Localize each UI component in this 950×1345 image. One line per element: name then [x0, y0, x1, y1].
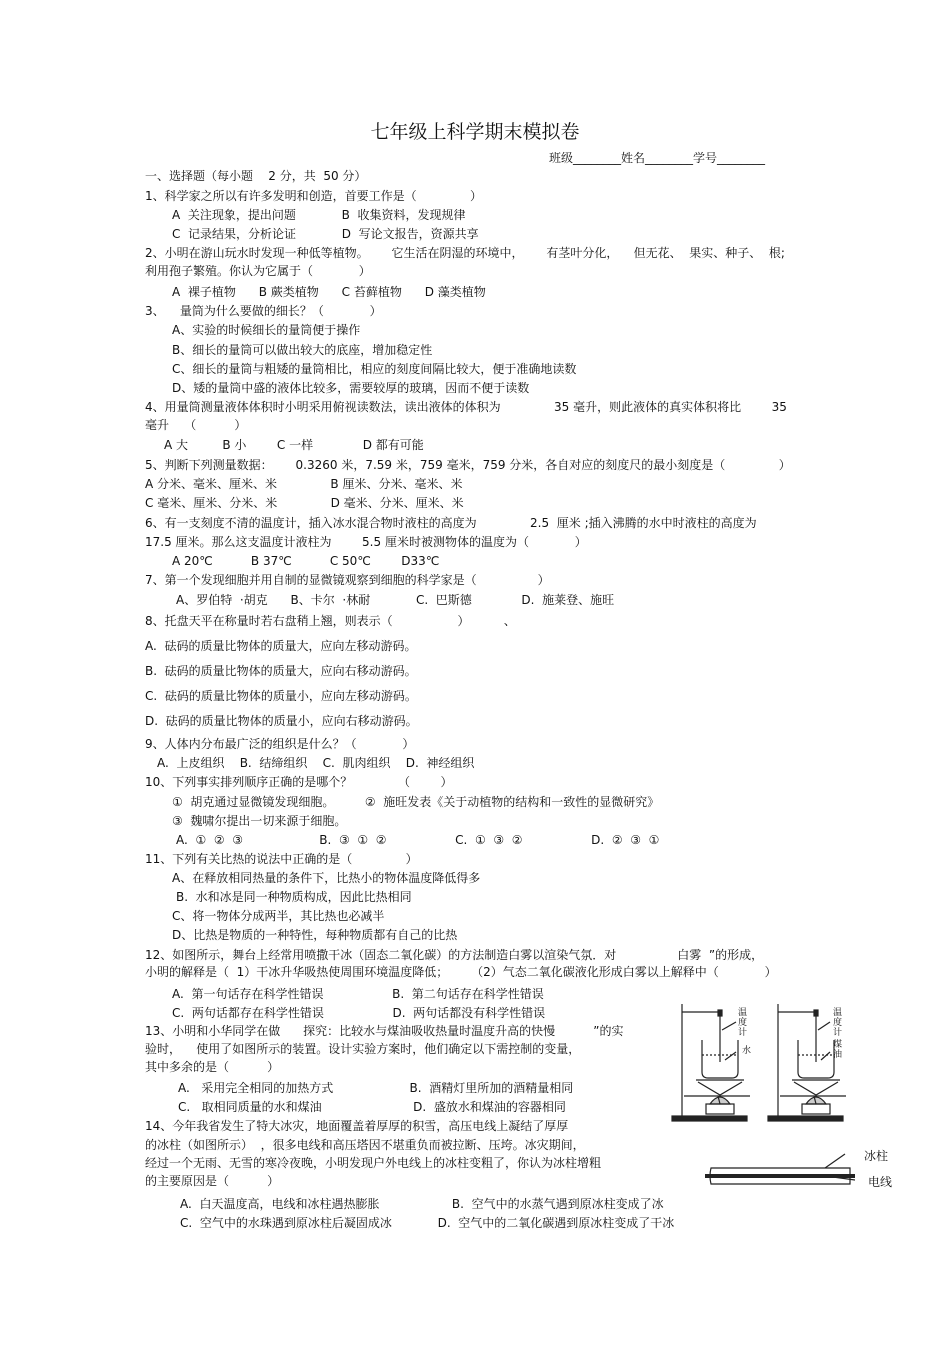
question-text: 11、下列有关比热的说法中正确的是（ ） — [145, 852, 418, 866]
question-text: 12、如图所示，舞台上经常用喷撒干冰（固态二氧化碳）的方法制造白雾以渲染气氛．对 白雾 ”的形成， — [145, 948, 764, 962]
question-text: 3、 量筒为什么要做的细长？（ ） — [145, 304, 382, 318]
option-line: A. 第一句话存在科学性错误 B. 第二句话存在科学性错误 — [172, 987, 544, 1001]
question-text: 一、选择题（每小题 2 分，共 50 分） — [145, 169, 367, 183]
question-text: 14、今年我省发生了特大冰灾，地面覆盖着厚厚的积雪，高压电线上凝结了厚厚 — [145, 1119, 569, 1133]
question-text: 10、下列事实排列顺序正确的是哪个？ （ ） — [145, 775, 453, 789]
question-text: 毫升 （ ） — [145, 418, 247, 432]
question-text: 4、用量筒测量液体体积时小明采用俯视读数法，读出液体的体积为 35 毫升，则此液体的真实体积将比 35 — [145, 400, 787, 414]
question-text: 17.5 厘米。那么这支温度计液柱为 5.5 厘米时被测物体的温度为（ ） — [145, 535, 587, 549]
ice-pillar-figure — [705, 1150, 855, 1200]
option-line: A. 白天温度高，电线和冰柱遇热膨胀 B. 空气中的水蒸气遇到原冰柱变成了冰 — [180, 1197, 664, 1211]
option-line: A. 采用完全相同的加热方式 B. 酒精灯里所加的酒精量相同 — [178, 1081, 574, 1095]
ice-pillar-label: 冰柱 — [864, 1149, 889, 1163]
option-line: C 毫米、厘米、分米、米 D 毫米、分米、厘米、米 — [145, 496, 464, 510]
option-line: A. ① ② ③ B. ③ ① ② C. ① ③ ② D. ② ③ ① — [176, 833, 660, 847]
water-label: 水 — [742, 1046, 752, 1056]
option-line: D、比热是物质的一种特性，每种物质都有自己的比热 — [172, 928, 458, 942]
question-text: 1、科学家之所以有许多发明和创造，首要工作是（ ） — [145, 189, 483, 203]
question-text: 9、人体内分布最广泛的组织是什么？（ ） — [145, 737, 415, 751]
option-line: ① 胡克通过显微镜发现细胞。 ② 施旺发表《关于动植物的结构和一致性的显微研究》 — [172, 795, 660, 809]
option-line: A 20℃ B 37℃ C 50℃ D33℃ — [172, 554, 440, 568]
student-info: 班级________姓名________学号________ — [549, 151, 766, 165]
option-line: D、矮的量筒中盛的液体比较多，需要较厚的玻璃，因而不便于读数 — [172, 381, 530, 395]
question-text: 小明的解释是（ 1）干冰升华吸热使周围环境温度降低； （2）气态二氧化碳液化形成白雾以上解释中（ ） — [145, 965, 777, 979]
option-line: A 裸子植物 B 蕨类植物 C 苔藓植物 D 藻类植物 — [172, 285, 486, 299]
option-line: A、罗伯特 ·胡克 B、卡尔 ·林耐 C. 巴斯德 D. 施莱登、施旺 — [176, 593, 615, 607]
option-line: B、细长的量筒可以做出较大的底座，增加稳定性 — [172, 343, 433, 357]
kerosene-label: 煤油 — [833, 1040, 843, 1060]
option-line: A 分米、毫米、厘米、米 B 厘米、分米、毫米、米 — [145, 477, 463, 491]
question-text: 13、小明和小华同学在做 探究：比较水与煤油吸收热量时温度升高的快慢 ”的实 — [145, 1024, 624, 1038]
option-line: A 大 B 小 C 一样 D 都有可能 — [164, 438, 424, 452]
question-text: 2、小明在游山玩水时发现一种低等植物。 它生活在阴湿的环境中， 有茎叶分化， 但无花、 果实、种子、 根; — [145, 246, 785, 260]
question-text: 其中多余的是（ ） — [145, 1060, 280, 1074]
heating-apparatus-figure — [670, 1000, 855, 1125]
option-line: C. 两句话都存在科学性错误 D. 两句话都没有科学性错误 — [172, 1006, 546, 1020]
option-line: A、在释放相同热量的条件下，比热小的物体温度降低得多 — [172, 871, 481, 885]
option-line: A、实验的时候细长的量筒便于操作 — [172, 323, 361, 337]
option-line: B. 水和冰是同一种物质构成，因此比热相同 — [176, 890, 412, 904]
option-line: A. 砝码的质量比物体的质量大，应向左移动游码。 — [145, 639, 417, 653]
question-text: 的冰柱（如图所示） ，很多电线和高压塔因不堪重负而被拉断、压垮。冰灾期间， — [145, 1138, 585, 1152]
option-line: A. 上皮组织 B. 结缔组织 C. 肌肉组织 D. 神经组织 — [157, 756, 475, 770]
question-text: 7、第一个发现细胞并用自制的显微镜观察到细胞的科学家是（ ） — [145, 573, 550, 587]
option-line: C、细长的量筒与粗矮的量筒相比，相应的刻度间隔比较大，便于准确地读数 — [172, 362, 577, 376]
option-line: C、将一物体分成两半，其比热也必减半 — [172, 909, 385, 923]
question-text: 5、判断下列测量数据： 0.3260 米，7.59 米，759 毫米，759 分米，各自对应的刻度尺的最小刻度是（ ） — [145, 458, 791, 472]
question-text: 利用孢子繁殖。你认为它属于（ ） — [145, 264, 371, 278]
option-line: B. 砝码的质量比物体的质量大，应向右移动游码。 — [145, 664, 417, 678]
option-line: C. 空气中的水珠遇到原冰柱后凝固成冰 D. 空气中的二氧化碳遇到原冰柱变成了干冰 — [180, 1216, 675, 1230]
option-line: C. 砝码的质量比物体的质量小，应向左移动游码。 — [145, 689, 417, 703]
wire-label: 电线 — [868, 1175, 893, 1189]
option-line: C 记录结果，分析论证 D 写论文报告，资源共享 — [172, 227, 479, 241]
option-line: D. 砝码的质量比物体的质量小，应向右移动游码。 — [145, 714, 418, 728]
page-title: 七年级上科学期末模拟卷 — [370, 121, 580, 143]
question-text: 验时， 使用了如图所示的装置。设计实验方案时，他们确定以下需控制的变量， — [145, 1042, 581, 1056]
question-text: 8、托盘天平在称量时若右盘稍上翘，则表示（ ） 、 — [145, 614, 516, 628]
option-line: ③ 魏啸尔提出一切来源于细胞。 — [172, 814, 347, 828]
question-text: 的主要原因是（ ） — [145, 1174, 280, 1188]
option-line: A 关注现象，提出问题 B 收集资料，发现规律 — [172, 208, 466, 222]
option-line: C. 取相同质量的水和煤油 D. 盛放水和煤油的容器相同 — [178, 1100, 566, 1114]
thermometer-label: 温度计 — [738, 1008, 748, 1038]
question-text: 6、有一支刻度不清的温度计，插入冰水混合物时液柱的高度为 2.5 厘米 ;插入沸腾的水中时液柱的高度为 — [145, 516, 757, 530]
thermometer-label: 温度计 — [833, 1008, 843, 1038]
question-text: 经过一个无雨、无雪的寒冷夜晚，小明发现户外电线上的冰柱变粗了，你认为冰柱增粗 — [145, 1156, 602, 1170]
